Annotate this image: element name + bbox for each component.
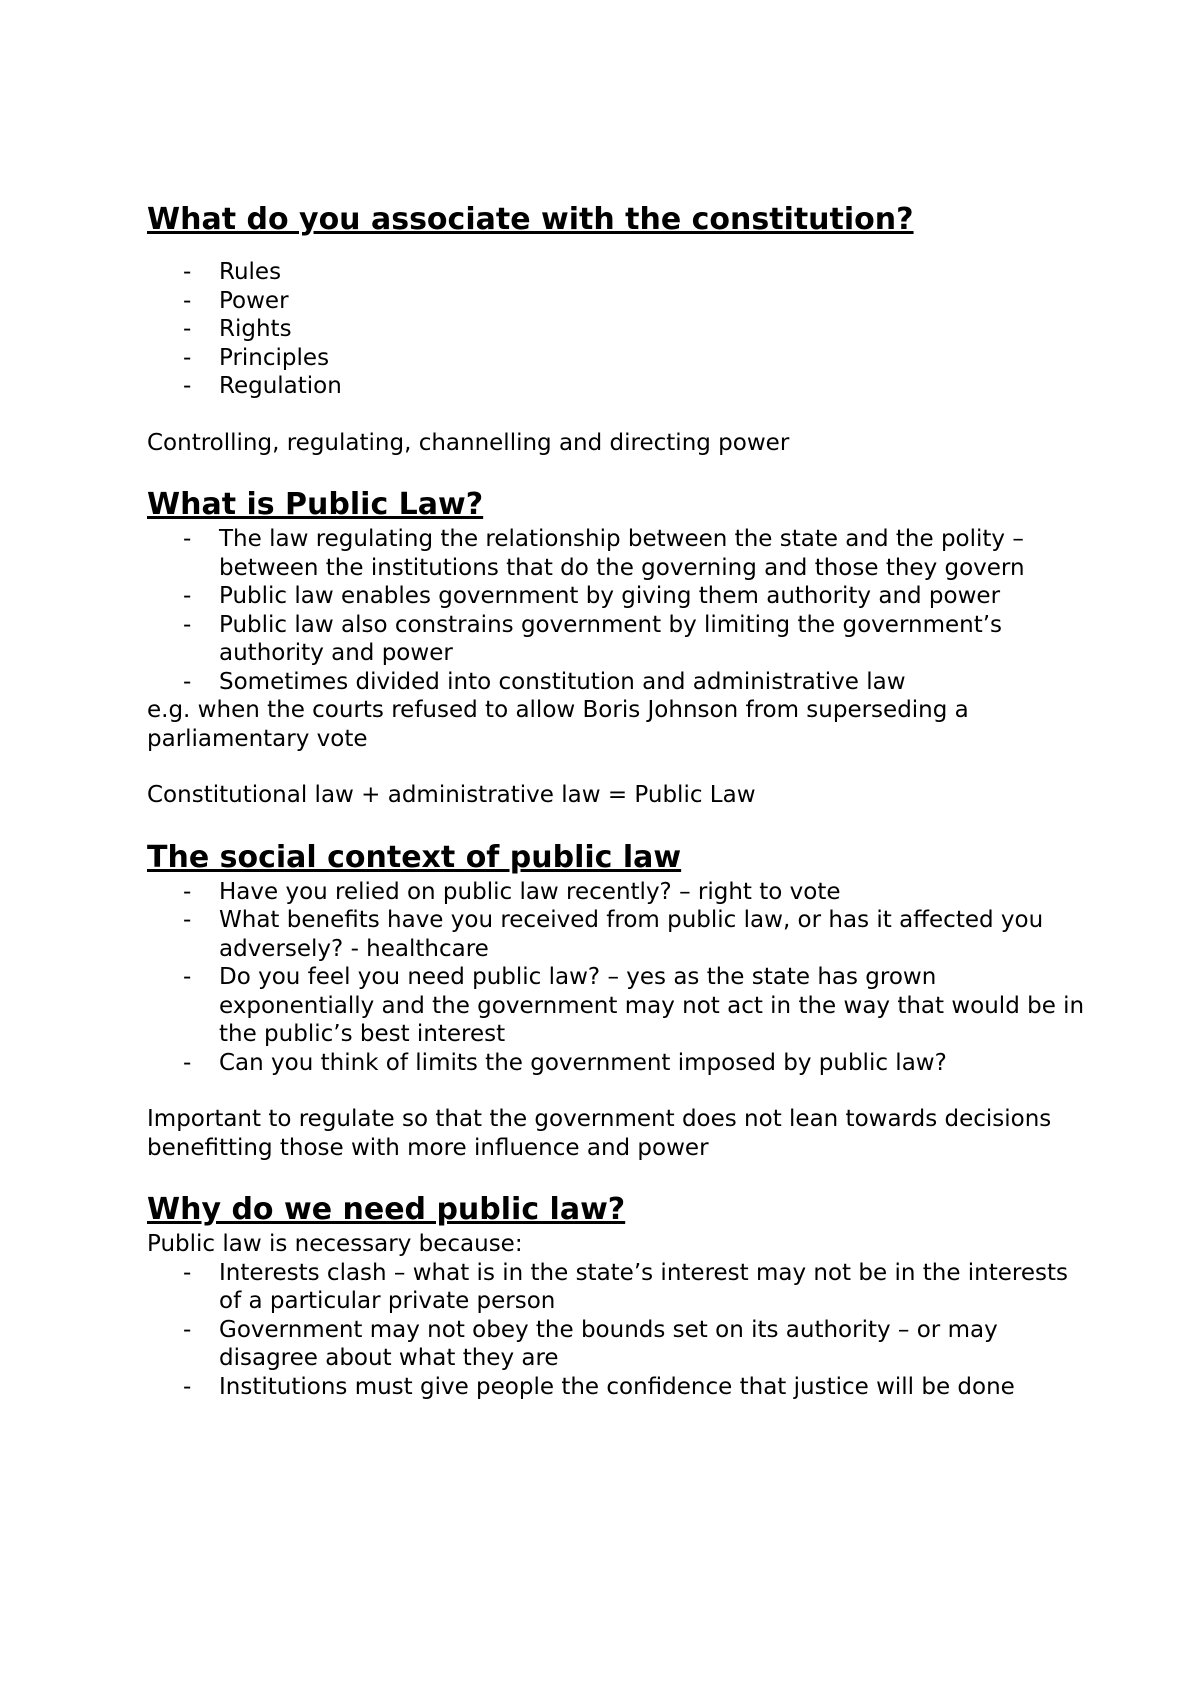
dash-bullet: - (183, 373, 192, 399)
list-item-text: Sometimes divided into constitution and administrative law (219, 668, 906, 695)
list-item (147, 372, 1087, 401)
paragraph-equation: Constitutional law + administrative law = Public Law (147, 782, 756, 808)
spacer (147, 810, 1087, 838)
heading-social-context: The social context of public law (147, 839, 682, 875)
list-item-text: Interests clash – what is in the state’s interest may not be in the interests of a particular private person (219, 1259, 1069, 1314)
list-item (147, 1049, 1087, 1078)
dash-bullet: - (183, 287, 192, 314)
list-item-text: Public law enables government by giving them authority and power (219, 583, 1001, 609)
heading-public-law: What is Public Law? (147, 487, 484, 522)
document-page (147, 200, 1087, 1401)
heading-constitution: What do you associate with the constitution? (147, 202, 914, 237)
dash-bullet: - (183, 259, 192, 285)
list-item (147, 611, 1087, 668)
paragraph-regulation-note: Important to regulate so that the government does not lean towards decisions benefitting those with more influence and power (147, 1106, 1052, 1161)
dash-bullet: - (183, 611, 192, 638)
list-item-text: Power (219, 287, 289, 314)
dash-bullet: - (183, 1316, 192, 1343)
list-item (147, 582, 1087, 611)
list-item (147, 1316, 1087, 1373)
dash-bullet: - (183, 964, 192, 990)
list-item (147, 344, 1087, 373)
dash-bullet: - (183, 668, 192, 695)
spacer (147, 401, 1087, 429)
spacer (147, 240, 1087, 258)
list-item-text: Do you feel you need public law? – yes as the state has grown exponentially and the government may not act in the way that would be in the public’s best interest (219, 964, 1085, 1047)
list-item-text: Regulation (219, 373, 342, 399)
paragraph-power-note: Controlling, regulating, channelling and directing power (147, 429, 790, 456)
list-item (147, 906, 1087, 963)
list-item (147, 668, 1087, 697)
list-item (147, 315, 1087, 344)
dash-bullet: - (183, 907, 192, 933)
list-item (147, 258, 1087, 287)
dash-bullet: - (183, 878, 192, 905)
list-item-text: What benefits have you received from public law, or has it affected you adversely? - healthcare (219, 907, 1044, 962)
spacer (147, 1077, 1087, 1105)
dash-bullet: - (183, 1259, 192, 1286)
list-item-text: Institutions must give people the confidence that justice will be done (219, 1373, 1015, 1400)
paragraph-example: e.g. when the courts refused to allow Boris Johnson from superseding a parliamentary vote (147, 697, 969, 752)
list-item (147, 1373, 1087, 1402)
list-public-law (147, 525, 1087, 696)
list-item-text: Government may not obey the bounds set on its authority – or may disagree about what they are (219, 1316, 998, 1371)
list-item-text: Rules (219, 259, 282, 285)
list-item-text: The law regulating the relationship between the state and the polity – between the institutions that do the governing and those they govern (219, 526, 1025, 581)
list-social-context (147, 878, 1087, 1078)
dash-bullet: - (183, 583, 192, 609)
list-item-text: Have you relied on public law recently? – right to vote (219, 878, 841, 905)
dash-bullet: - (183, 1049, 192, 1076)
dash-bullet: - (183, 1373, 192, 1400)
paragraph-intro: Public law is necessary because: (147, 1231, 523, 1257)
list-item (147, 287, 1087, 316)
heading-why-public-law: Why do we need public law? (147, 1192, 626, 1227)
list-item-text: Can you think of limits the government imposed by public law? (219, 1049, 947, 1076)
spacer (147, 457, 1087, 485)
list-item (147, 1259, 1087, 1316)
list-item (147, 963, 1087, 1049)
spacer (147, 753, 1087, 781)
list-item-text: Rights (219, 316, 292, 342)
list-why-public-law (147, 1259, 1087, 1402)
list-item-text: Public law also constrains government by limiting the government’s authority and power (219, 611, 1003, 666)
list-item-text: Principles (219, 344, 330, 371)
dash-bullet: - (183, 344, 192, 371)
list-item (147, 878, 1087, 907)
spacer (147, 1162, 1087, 1190)
dash-bullet: - (183, 526, 192, 552)
list-constitution-associations (147, 258, 1087, 401)
list-item (147, 525, 1087, 582)
dash-bullet: - (183, 316, 192, 342)
